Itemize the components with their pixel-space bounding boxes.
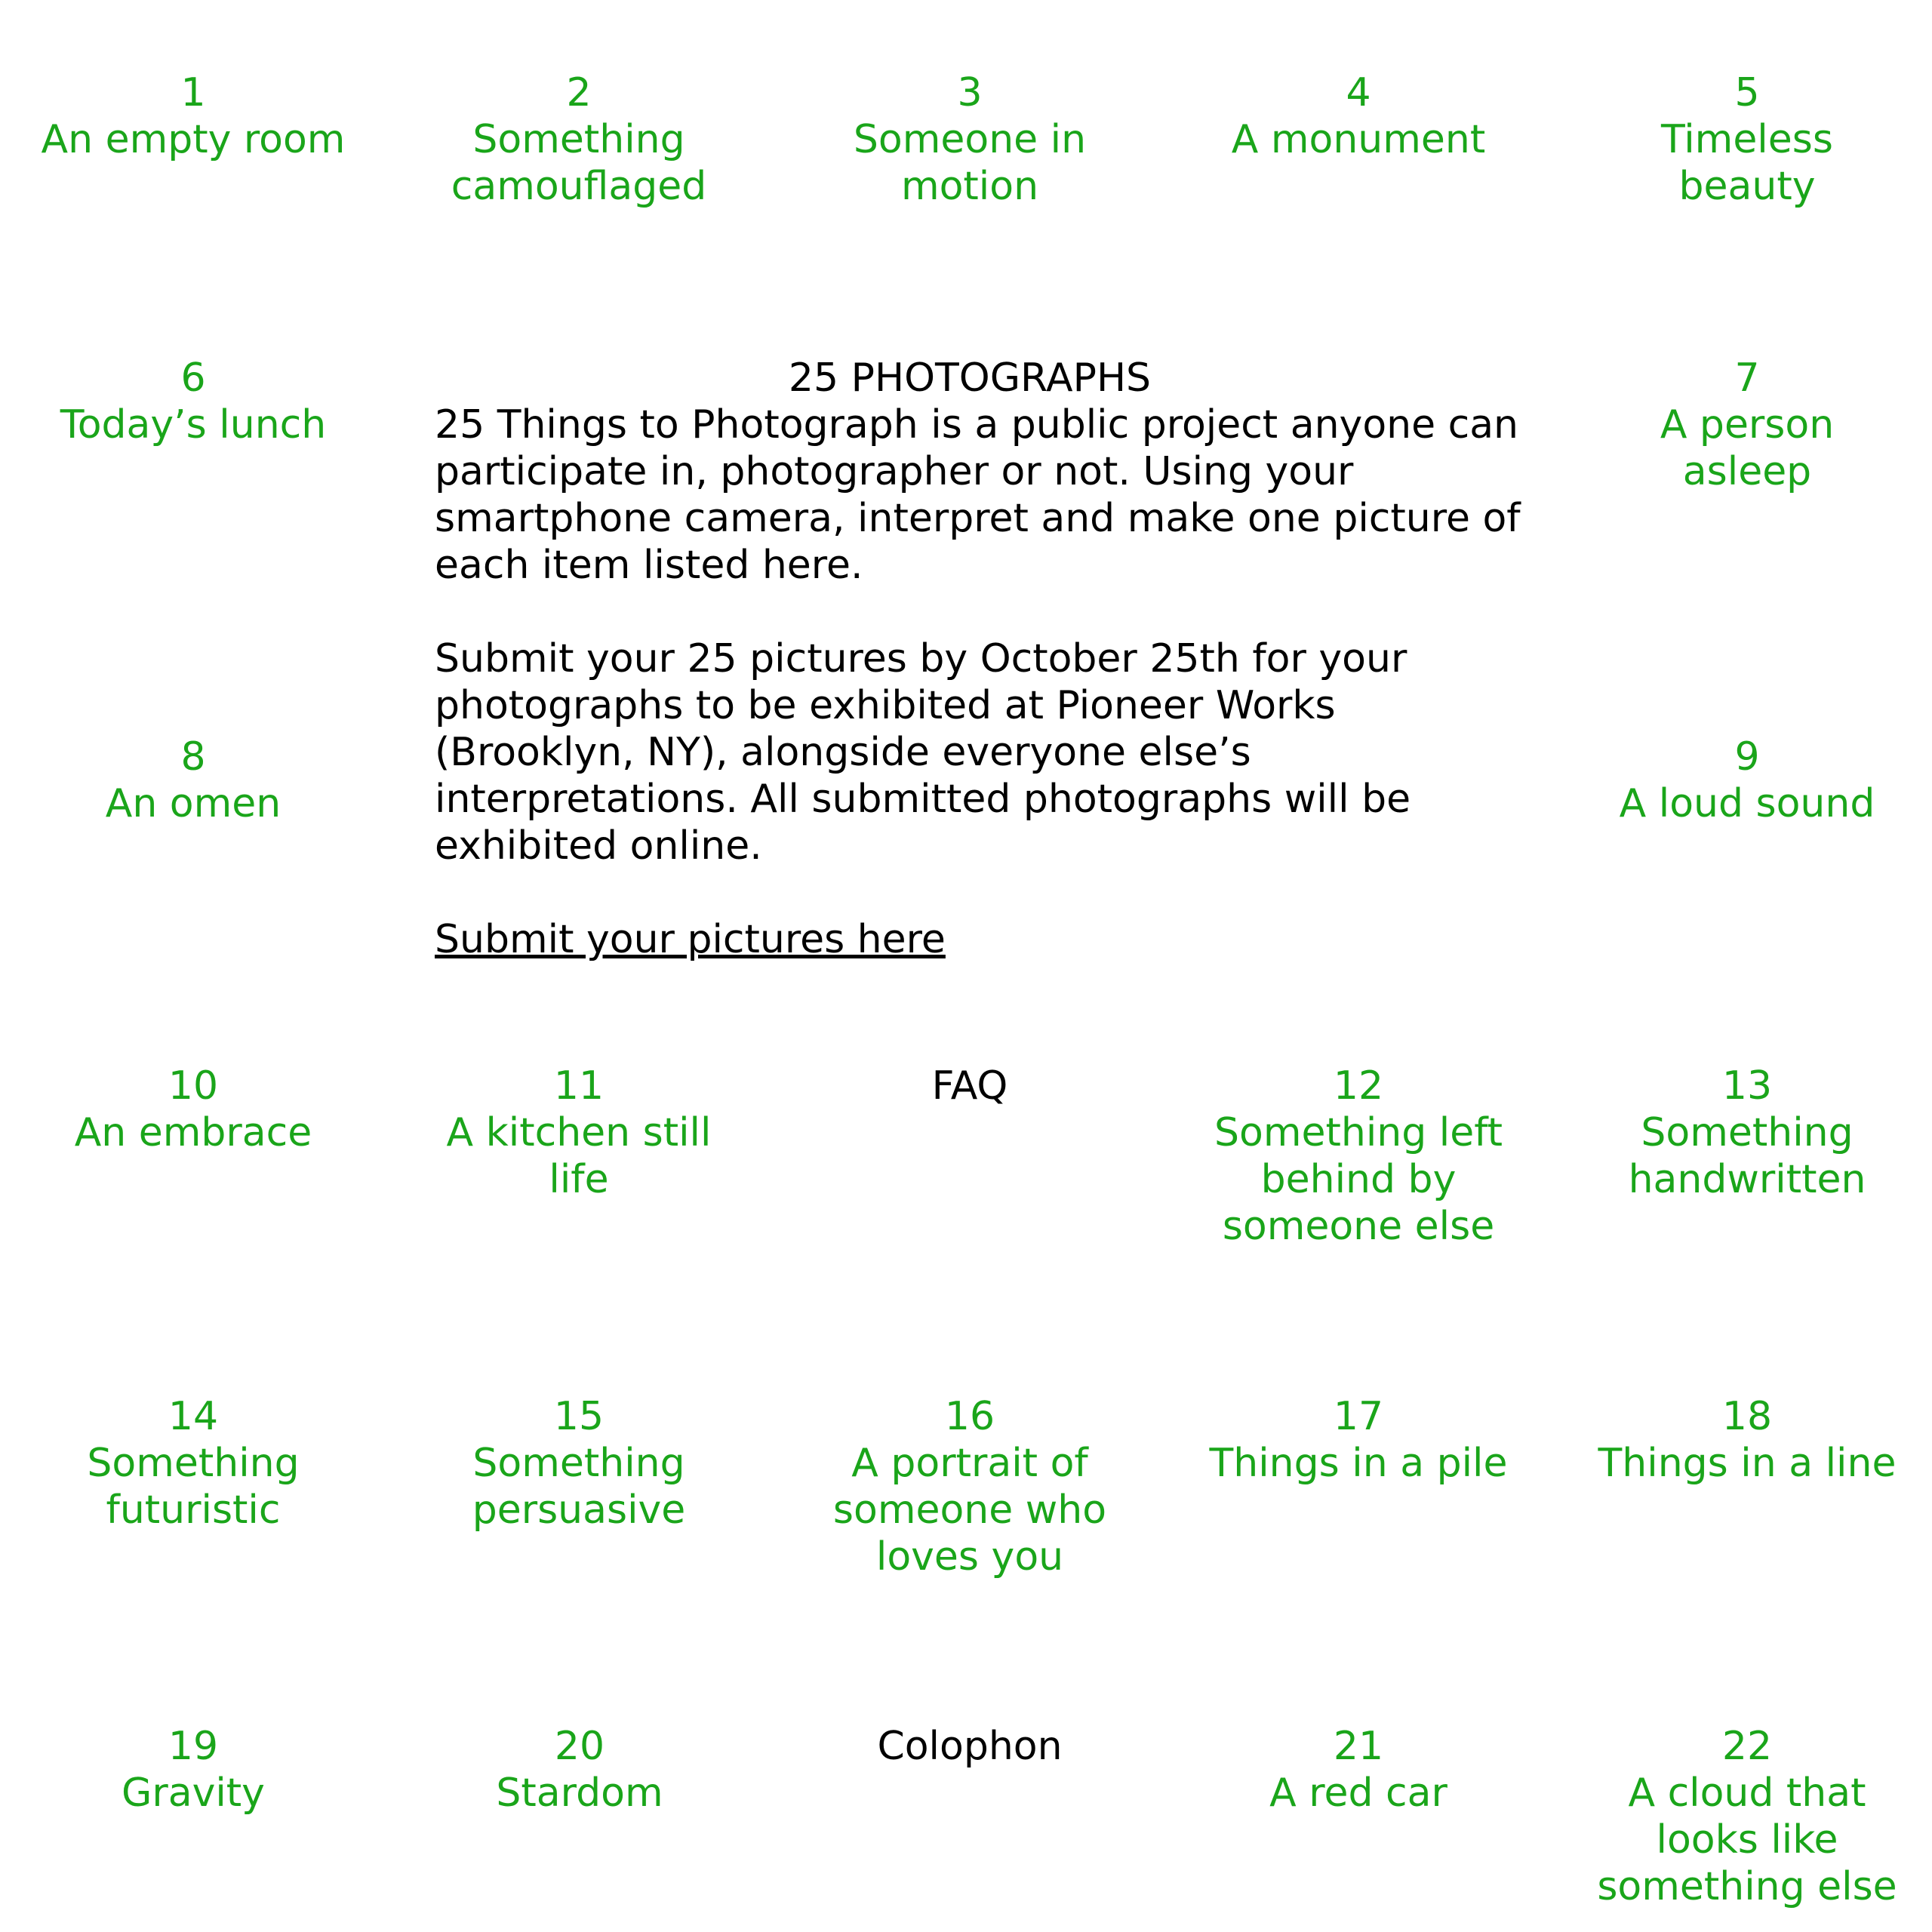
item-number: 11 (553, 1063, 605, 1109)
item-number: 10 (168, 1063, 219, 1109)
item-number: 19 (168, 1724, 219, 1769)
intro-paragraph-1: 25 Things to Photograph is a public project anyone can participate in, photographer or not. Using your smartphone camera, interpret and make one picture of each item listed here. (435, 402, 1521, 588)
item-9[interactable] (1600, 734, 1894, 827)
item-label: An empty room (41, 117, 346, 162)
item-6[interactable] (5, 355, 382, 448)
item-label: A loud sound (1619, 781, 1875, 826)
item-number: 6 (180, 355, 206, 401)
item-number: 1 (180, 70, 206, 115)
submit-pictures-link[interactable]: Submit your pictures here (435, 917, 946, 962)
item-label: Something left behind by someone else (1214, 1110, 1503, 1249)
item-label: Something handwritten (1628, 1110, 1866, 1202)
item-number: 12 (1333, 1063, 1384, 1109)
item-label: Things in a pile (1209, 1441, 1508, 1486)
item-label: Gravity (122, 1770, 265, 1816)
item-number: 18 (1721, 1394, 1773, 1439)
intro-paragraph-2: Submit your 25 pictures by October 25th for your photographs to be exhibited at Pioneer Works (Brooklyn, NY), alongside everyone else’s interpretations. All submitted photographs will be exhibited online. (435, 636, 1411, 869)
item-label: Timeless beauty (1661, 117, 1833, 209)
item-label: Someone in motion (853, 117, 1087, 209)
item-number: 7 (1734, 355, 1760, 401)
item-number: 22 (1721, 1724, 1773, 1769)
item-13[interactable] (1623, 1063, 1872, 1203)
item-label: An omen (105, 781, 281, 826)
item-15[interactable] (462, 1393, 696, 1534)
faq-link[interactable]: FAQ (931, 1063, 1008, 1109)
colophon-link[interactable]: Colophon (877, 1724, 1063, 1769)
item-label: An embrace (74, 1110, 312, 1155)
item-label: A portrait of someone who loves you (832, 1441, 1107, 1580)
item-label: Things in a line (1598, 1441, 1897, 1486)
item-8[interactable] (5, 734, 382, 827)
item-2[interactable] (401, 69, 756, 210)
item-number: 3 (957, 70, 983, 115)
item-number: 8 (180, 734, 206, 780)
item-5[interactable] (1623, 69, 1872, 210)
item-7[interactable] (1645, 355, 1849, 495)
page-title: 25 PHOTOGRAPHS (788, 355, 1152, 401)
intro-section (435, 355, 1521, 963)
item-label: A kitchen still life (446, 1110, 712, 1202)
item-number: 9 (1734, 734, 1760, 780)
item-number: 2 (566, 70, 592, 115)
item-3[interactable] (826, 69, 1113, 210)
item-number: 17 (1333, 1394, 1384, 1439)
item-17[interactable] (1177, 1393, 1540, 1487)
item-label: Something persuasive (472, 1441, 686, 1533)
item-14[interactable] (72, 1393, 314, 1534)
item-label: Today’s lunch (60, 402, 327, 448)
item-16[interactable] (823, 1393, 1117, 1580)
item-number: 15 (553, 1394, 605, 1439)
item-number: 4 (1346, 70, 1371, 115)
item-1[interactable] (5, 69, 382, 163)
item-number: 14 (168, 1394, 219, 1439)
item-label: Stardom (496, 1770, 663, 1816)
item-21[interactable] (1170, 1723, 1547, 1817)
item-label: Something camouflaged (451, 117, 707, 209)
item-number: 5 (1734, 70, 1760, 115)
item-20[interactable] (391, 1723, 768, 1817)
item-number: 21 (1333, 1724, 1384, 1769)
item-19[interactable] (5, 1723, 382, 1817)
item-4[interactable] (1162, 69, 1555, 163)
item-number: 20 (554, 1724, 605, 1769)
item-11[interactable] (424, 1063, 734, 1203)
item-number: 13 (1721, 1063, 1773, 1109)
item-label: A cloud that looks like something else (1597, 1770, 1897, 1909)
item-number: 16 (944, 1394, 995, 1439)
item-18[interactable] (1570, 1393, 1924, 1487)
item-label: Something futuristic (87, 1441, 300, 1533)
item-label: A monument (1231, 117, 1486, 162)
item-label: A person asleep (1660, 402, 1835, 494)
item-12[interactable] (1192, 1063, 1524, 1250)
item-label: A red car (1269, 1770, 1447, 1816)
item-22[interactable] (1585, 1723, 1909, 1910)
item-10[interactable] (5, 1063, 382, 1156)
